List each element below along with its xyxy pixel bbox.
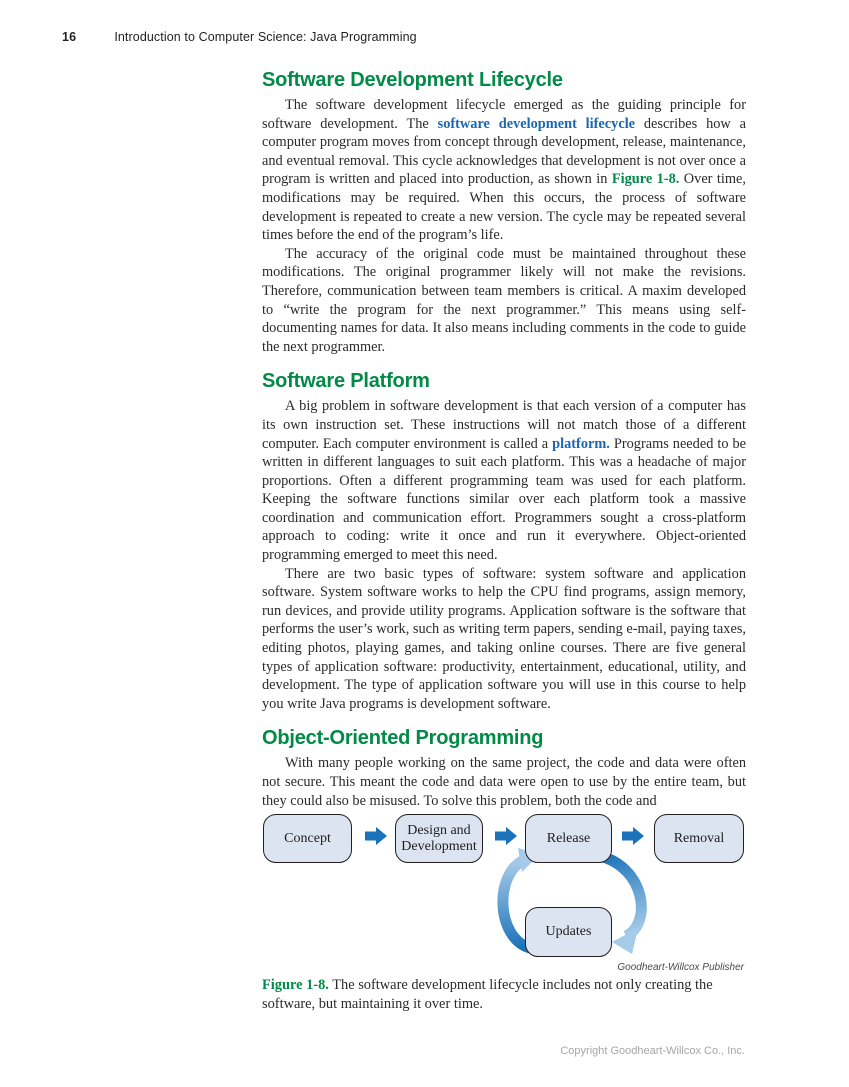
text-run: The software development lifecycle emerged as the guiding principle for software development. The (262, 97, 746, 132)
text-run: describes how a computer program moves from concept through development, release, maintenance, and eventual removal. This cycle acknowledges that development is not over once a program is written and placed into production, as shown in (262, 115, 746, 188)
figure-caption-text: The software development lifecycle includes not only creating the software, but maintaining it over time. (262, 977, 713, 1012)
flow-box-release (525, 814, 612, 863)
section-object-oriented-programming (262, 727, 746, 810)
paragraph (262, 754, 746, 810)
key-term: software development lifecycle (437, 115, 636, 132)
flow-box-label: Concept (284, 830, 331, 846)
right-arrow-icon (622, 825, 644, 847)
copyright-notice: Copyright Goodheart-Willcox Co., Inc. (560, 1045, 745, 1057)
right-arrow-icon (365, 825, 387, 847)
flow-box-design-development (395, 814, 483, 863)
flow-box-label: Design and Development (401, 822, 477, 854)
flow-box-removal (654, 814, 744, 863)
flow-box-label: Updates (545, 924, 592, 939)
text-run: The accuracy of the original code must be maintained throughout these modifications. The original programmer likely will not make the revisions. Therefore, communication between team members is critical. A maxim developed to “write the program for the next programmer.” This means using self-documenting names for data. It also means including comments in the code to guide the next programmer. (262, 245, 746, 355)
page-number: 16 (62, 30, 77, 44)
figure-caption (262, 976, 746, 1014)
figure-caption-label: Figure 1-8. (262, 977, 329, 993)
text-run: Over time, modifications may be required. When this occurs, the process of software development is repeated to create a new version. The cycle may be repeated several times before the end of the program’s life. (262, 171, 746, 244)
paragraph (262, 245, 746, 357)
text-run: With many people working on the same project, the code and data were often not secure. This meant the code and data were open to use by the entire team, but they could also be misused. To solve this problem, both the code and (262, 755, 746, 809)
figure-reference: Figure 1-8. (611, 171, 680, 188)
flow-box-label: Removal (673, 830, 725, 846)
flow-box-label: Release (546, 830, 591, 846)
section-heading: Software Development Lifecycle (262, 69, 563, 91)
figure-attribution: Goodheart-Willcox Publisher (617, 962, 744, 973)
main-text-column (262, 69, 746, 810)
flow-box-concept (263, 814, 352, 863)
section-software-development-lifecycle (262, 69, 746, 356)
flow-box-updates (525, 907, 612, 957)
text-run: There are two basic types of software: system software and application software. System software works to help the CPU find programs, assign memory, run devices, and provide utility programs. Application software is the software that performs the user’s work, such as writing term papers, sending e-mail, paying taxes, editing photos, playing games, and taking online courses. There are five general types of application software: productivity, entertainment, educational, utility, and development. The type of application software you will use in this course to help you write Java programs is development software. (262, 565, 746, 712)
figure-1-8-diagram (263, 814, 744, 960)
right-arrow-icon (495, 825, 517, 847)
section-heading: Software Platform (262, 370, 430, 393)
paragraph (262, 565, 746, 714)
running-head-title: Introduction to Computer Science: Java Programming (114, 30, 417, 44)
section-software-platform (262, 370, 746, 713)
key-term: platform. (552, 435, 610, 452)
paragraph (262, 96, 746, 245)
running-head (62, 30, 417, 44)
text-run: A big problem in software development is that each version of a computer has its own instruction set. These instructions will not match those of a different computer. Each computer environment is called a (262, 398, 746, 452)
text-run: Programs needed to be written in different languages to suit each platform. This was a headache of major proportions. Often a different programming team was used for each platform. Keeping the software functions similar over each platform took a massive coordination and communication effort. Programmers sought a cross-platform approach to coding: write it once and run it everywhere. Object-oriented programming emerged to meet this need. (262, 435, 746, 564)
paragraph (262, 397, 746, 564)
section-heading: Object-Oriented Programming (262, 727, 544, 750)
